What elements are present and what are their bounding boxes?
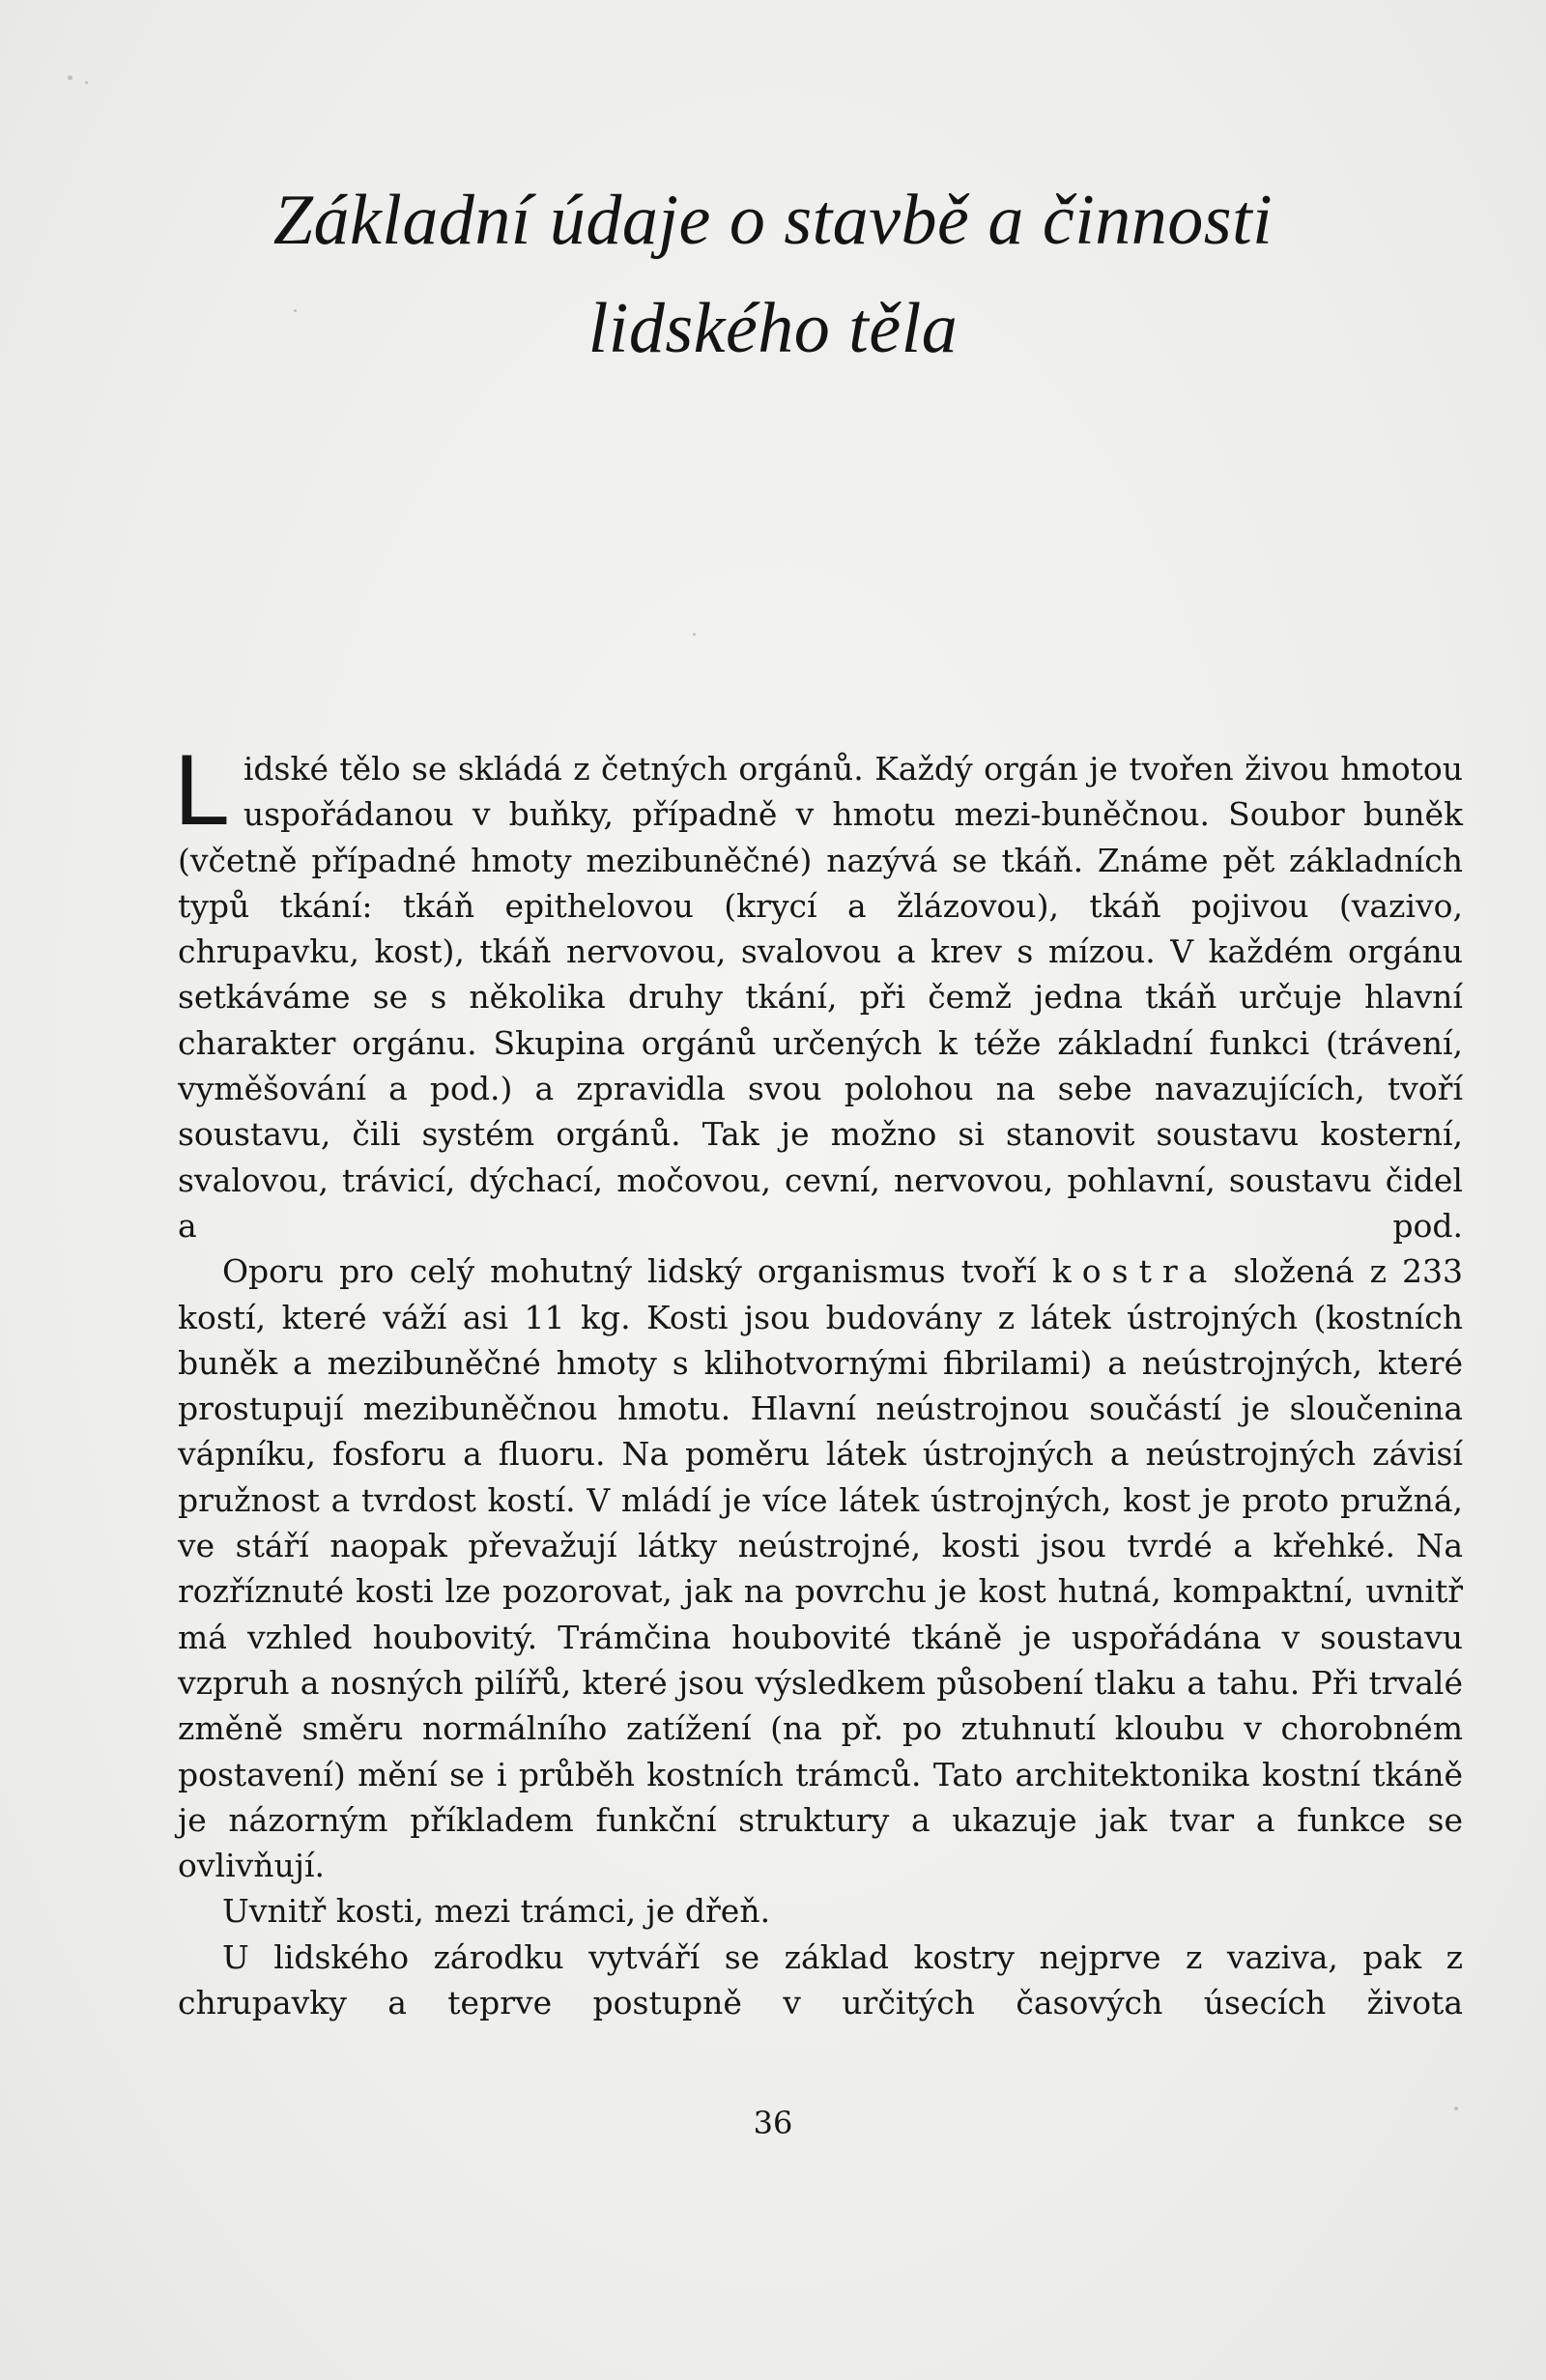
paragraph-skeleton-before: Oporu pro celý mohutný lidský organismus tvoří	[222, 1252, 1037, 1291]
page-number: 36	[753, 2105, 793, 2141]
paper-speck	[68, 75, 72, 80]
chapter-title-line-1: Základní údaje o stavbě a činnosti	[272, 181, 1274, 260]
paper-speck	[85, 81, 88, 84]
paragraph-skeleton	[178, 1248, 1463, 1888]
paragraph-skeleton-after: složená z 233 kostí, které váží asi 11 kg. Kosti jsou budovány z látek ústrojných (kostních buněk a mezibuněčné hmoty s klihotvornými fibrilami) a neústrojných, které prostupují mezibuněčnou hmotu. Hlavní neústrojnou součástí je sloučenina vápníku, fosforu a fluoru. Na poměru látek ústrojných a neústrojných závisí pružnost a tvrdost kostí. V mládí je více látek ústrojných, kost je proto pružná, ve stáří naopak převažují látky neústrojné, kosti jsou tvrdé a křehké. Na rozříznuté kosti lze pozorovat, jak na povrchu je kost hutná, kompaktní, uvnitř má vzhled houbovitý. Trámčina houbovité tkáně je uspořádána v soustavu vzpruh a nosných pilířů, které jsou výsledkem působení tlaku a tahu. Při trvalé změně směru normálního zatížení (na př. po ztuhnutí kloubu v chorobném postavení) mění se i průběh kostních trámců. Tato architektonika kostní tkáně je názorným příkladem funkční struktury a ukazuje jak tvar a funkce se ovlivňují.	[178, 1252, 1463, 1885]
paragraph-intro	[174, 734, 1463, 1248]
paragraph-marrow: Uvnitř kosti, mezi trámci, je dřeň.	[222, 1892, 771, 1931]
body-text	[174, 734, 1463, 2025]
drop-cap: L	[174, 734, 230, 846]
paper-speck	[693, 633, 696, 636]
chapter-title-line-2: lidského těla	[587, 289, 959, 368]
emphasis-kostra: kostra	[1051, 1252, 1218, 1291]
chapter-title	[0, 166, 1546, 383]
paragraph-embryo: U lidského zárodku vytváří se základ kostry nejprve z vaziva, pak z chrupavky a teprve postupně v určitých časových úsecích života	[178, 1937, 1463, 2022]
paragraph-intro-text: idské tělo se skládá z četných orgánů. Každý orgán je tvořen živou hmotou uspořádanou v buňky, případně v hmotu mezi-buněčnou. Soubor buněk (včetně případné hmoty mezibuněčné) nazývá se tkáň. Známe pět základních typů tkání: tkáň epithelovou (krycí a žlázovou), tkáň pojivou (vazivo, chrupavku, kost), tkáň nervovou, svalovou a krev s mízou. V každém orgánu setkáváme se s několika druhy tkání, při čemž jedna tkáň určuje hlavní charakter orgánu. Skupina orgánů určených k téže základní funkci (trávení, vyměšování a pod.) a zpravidla svou polohou na sebe navazujících, tvoří soustavu, čili systém orgánů. Tak je možno si stanovit soustavu kosterní, svalovou, trávicí, dýchací, močovou, cevní, nervovou, pohlavní, soustavu čidel a pod.	[178, 750, 1463, 1245]
